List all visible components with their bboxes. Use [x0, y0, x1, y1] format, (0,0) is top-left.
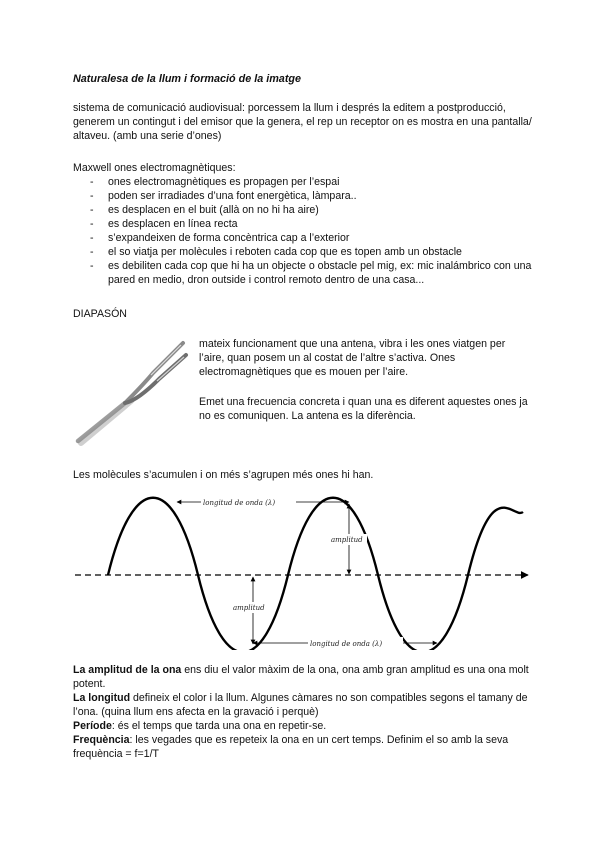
list-item: - poden ser irradiades d’una font energètica, làmpara..: [73, 189, 533, 203]
wavelength-label-top: longitud de onda (λ): [203, 499, 276, 507]
list-item: - es desplacen en el buit (allà on no hi ha aire): [73, 203, 533, 217]
maxwell-list: [73, 175, 533, 287]
wave-diagram: [73, 490, 533, 650]
list-item: - s’expandeixen de forma concèntrica cap a l’exterior: [73, 231, 533, 245]
sine-wave: [108, 498, 523, 650]
maxwell-heading: Maxwell ones electromagnètiques:: [73, 162, 236, 174]
list-item: - es debiliten cada cop que hi ha un objecte o obstacle pel mig, ex: mic inalámbrico con una pared en medio, dron outside i control remoto dentro de una casa...: [73, 259, 533, 287]
definition-amplitude: La amplitud de la ona ens diu el valor màxim de la ona, ona amb gran amplitud es una ona molt potent.: [73, 664, 529, 690]
intro-paragraph: sistema de comunicació audiovisual: porcessem la llum i després la editem a postproducció, generem un contingut i del emisor que la genera, el rep un receptor on es mostra en una pantalla/ altaveu. (amb una serie d’ones): [73, 102, 532, 142]
definition-frequencia: Frequència: les vegades que es repeteix la ona en un cert temps. Definim el so amb la seva frequència = f=1/T: [73, 734, 509, 760]
definitions: [73, 663, 533, 761]
wavelength-label-bottom: longitud de onda (λ): [310, 640, 383, 648]
diapason-paragraph-2: Emet una frecuencia concreta i quan una es diferent aquestes ones ja no es comuniquen. La antena es la diferència.: [199, 396, 528, 422]
definition-longitud: La longitud defineix el color i la llum. Algunes càmares no son compatibles segons el tamany de l’ona. (quina llum ens afecta en la gravació i perquè): [73, 692, 528, 718]
list-item: - ones electromagnètiques es propagen per l’espai: [73, 175, 533, 189]
molecules-paragraph: Les molècules s’acumulen i on més s’agrupen més ones hi han.: [73, 469, 374, 481]
list-item: - es desplacen en línea recta: [73, 217, 533, 231]
diapason-heading: DIAPASÓN: [73, 308, 127, 320]
amplitude-label-right: amplitud: [331, 536, 363, 544]
definition-periode: Període: és el temps que tarda una ona en repetir-se.: [73, 720, 327, 732]
diapason-paragraph-1: mateix funcionament que una antena, vibra i les ones viatgen per l’aire, quan posem un al costat de l’altre s’activa. Ones electromagnètiques que es mouen per l’aire.: [199, 338, 506, 378]
amplitude-label-left: amplitud: [233, 604, 265, 612]
page-title: Naturalesa de la llum i formació de la imatge: [73, 73, 302, 85]
list-item: - el so viatja per molècules i reboten cada cop que es topen amb un obstacle: [73, 245, 533, 259]
